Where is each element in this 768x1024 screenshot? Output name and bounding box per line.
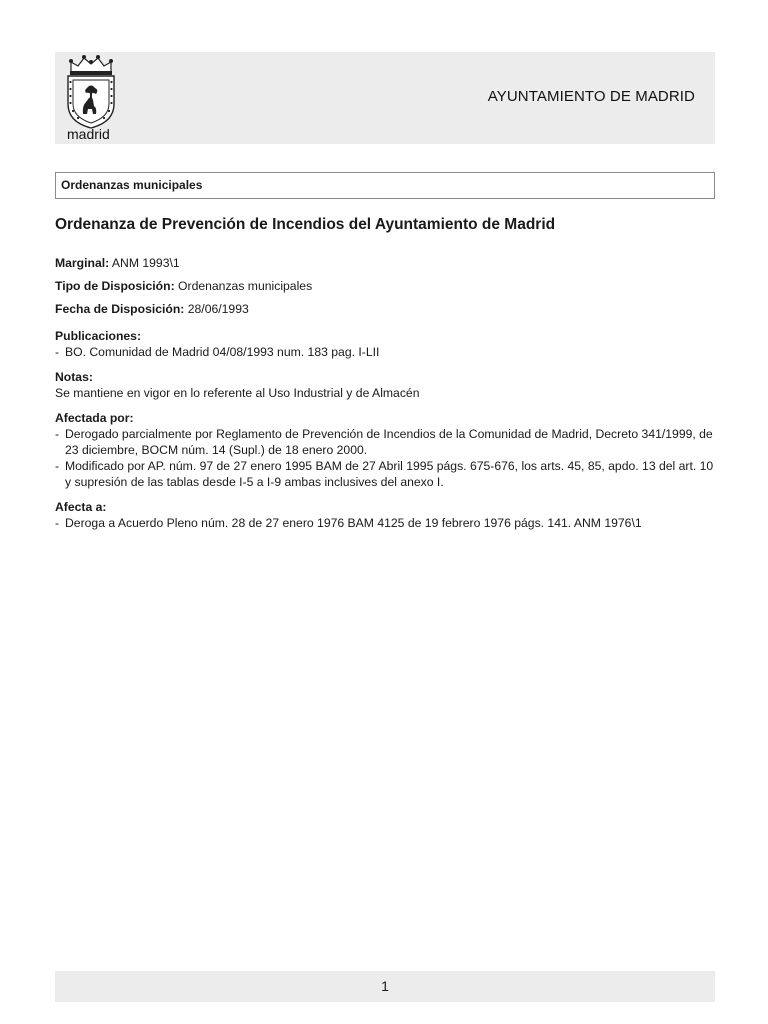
list-item: - Derogado parcialmente por Reglamento de Prevención de Incendios de la Comunidad de Madrid, Decreto 341/1999, de 23 diciembre, BOCM núm. 14 (Supl.) de 18 enero 2000.: [55, 427, 713, 457]
afecta-a-block: [55, 499, 715, 531]
organization-name: AYUNTAMIENTO DE MADRID: [487, 88, 695, 105]
publicaciones-list: [55, 344, 715, 360]
afectada-por-label: Afectada por:: [55, 411, 134, 425]
page-number: 1: [381, 978, 389, 994]
tipo-field: [55, 278, 715, 294]
list-item-text: Derogado parcialmente por Reglamento de Prevención de Incendios de la Comunidad de Madrid, Decreto 341/1999, de 23 diciembre, BOCM núm. 14 (Supl.) de 18 enero 2000.: [65, 427, 713, 457]
afectada-por-list: [55, 426, 715, 490]
tipo-value: Ordenanzas municipales: [178, 279, 313, 293]
list-item: - Modificado por AP. núm. 97 de 27 enero 1995 BAM de 27 Abril 1995 págs. 675-676, los arts. 45, 85, apdo. 13 del art. 10 y supresión de las tablas desde I-5 a I-9 ambas inclusives del anexo I.: [55, 459, 714, 489]
publicaciones-label: Publicaciones:: [55, 329, 142, 343]
list-item-text: BO. Comunidad de Madrid 04/08/1993 num. 183 pag. I-LII: [65, 345, 380, 359]
fecha-label: Fecha de Disposición:: [55, 302, 185, 316]
afecta-a-label: Afecta a:: [55, 500, 107, 514]
section-label: Ordenanzas municipales: [55, 172, 715, 199]
list-item: - Deroga a Acuerdo Pleno núm. 28 de 27 enero 1976 BAM 4125 de 19 febrero 1976 págs. 141. ANM 1976\1: [55, 516, 642, 530]
page-footer: [55, 971, 715, 1002]
tipo-label: Tipo de Disposición:: [55, 279, 175, 293]
marginal-field: [55, 255, 715, 271]
document-body: [55, 255, 715, 540]
notas-block: [55, 369, 715, 401]
notas-label: Notas:: [55, 370, 93, 384]
madrid-coat-of-arms-icon: [63, 54, 119, 130]
document-title: Ordenanza de Prevención de Incendios del Ayuntamiento de Madrid: [55, 216, 556, 233]
logo-wordmark: madrid: [67, 126, 110, 142]
list-item-text: Modificado por AP. núm. 97 de 27 enero 1995 BAM de 27 Abril 1995 págs. 675-676, los arts. 45, 85, apdo. 13 del art. 10 y supresión de las tablas desde I-5 a I-9 ambas inclusives del anexo I.: [65, 459, 714, 489]
fecha-field: [55, 301, 715, 317]
marginal-label: Marginal:: [55, 256, 110, 270]
notas-text: Se mantiene en vigor en lo referente al Uso Industrial y de Almacén: [55, 386, 420, 400]
afectada-por-block: [55, 410, 715, 490]
afecta-a-list: [55, 515, 715, 531]
page-header: [55, 52, 715, 144]
marginal-value: ANM 1993\1: [111, 256, 180, 270]
fecha-value: 28/06/1993: [187, 302, 249, 316]
publicaciones-block: [55, 328, 715, 360]
list-item: - BO. Comunidad de Madrid 04/08/1993 num. 183 pag. I-LII: [55, 345, 380, 359]
list-item-text: Deroga a Acuerdo Pleno núm. 28 de 27 enero 1976 BAM 4125 de 19 febrero 1976 págs. 141. ANM 1976\1: [65, 516, 642, 530]
